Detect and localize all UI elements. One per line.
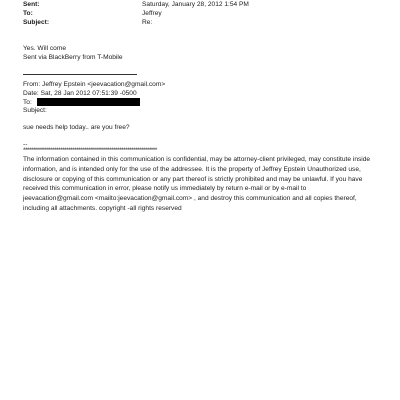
signature-divider	[23, 74, 137, 75]
original-body: sue needs help today.. are you free?	[23, 124, 130, 131]
sent-label: Sent:	[23, 1, 40, 8]
reply-line-1: Yes. Will come	[23, 45, 66, 52]
subject-value: Re:	[142, 19, 153, 26]
confidentiality-disclaimer: The information contained in this communication is confidential, may be attorney-client privileged, may constitute inside information, and is intended only for the use of the addressee. It is the property of Jeffrey Epstein Unauthorized use, disclosure or copying of this communication or any part thereof is strictly prohibited and may be unlawful. If you have received this communication in error, please notify us immediately by return e-mail or by e-mail to jeevacation@gmail.com <mailto:jeevacation@gmail.com> , and destroy this communication and all copies thereof, including all attachments. copyright -all rights reserved	[23, 156, 371, 212]
original-subject-row	[23, 106, 47, 115]
original-date: Date: Sat, 28 Jan 2012 07:51:39 -0500	[23, 90, 137, 97]
subject-label: Subject:	[23, 19, 50, 26]
to-label: To:	[23, 10, 33, 17]
original-from: From: Jeffrey Epstein <jeevacation@gmail.com>	[23, 81, 166, 88]
signature-separator: --	[23, 141, 28, 148]
original-to-label: To:	[23, 99, 32, 106]
reply-line-2: Sent via BlackBerry from T-Mobile	[23, 54, 123, 61]
original-subject-label: Subject:	[23, 107, 47, 114]
sent-value: Saturday, January 28, 2012 1:54 PM	[142, 1, 249, 8]
asterisk-divider: ********************************************************************	[23, 147, 157, 154]
to-value: Jeffrey	[142, 10, 162, 17]
redaction-bar	[37, 98, 140, 106]
